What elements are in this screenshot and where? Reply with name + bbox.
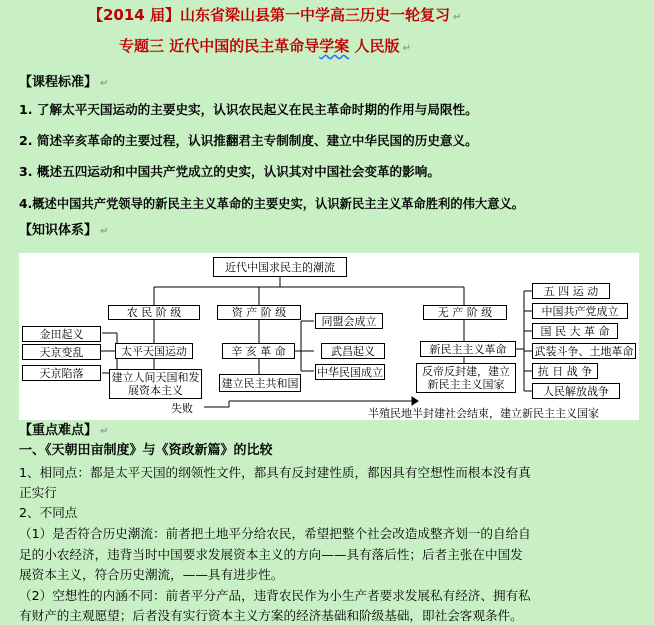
- paragraph-mark: ↵: [402, 43, 411, 54]
- box-roc-founded: 中华民国成立: [317, 365, 383, 379]
- box-liberation-war: 人民解放战争: [532, 383, 620, 399]
- box-national-revolution: 国 民 大 革 命: [532, 323, 618, 339]
- box-class-proletariat: 无 产 阶 级: [423, 305, 507, 320]
- box-event-jintian: 金田起义: [22, 326, 101, 342]
- standard-item-3: 3. 概述五四运动和中国共产党成立的史实，认识其对中国社会变革的影响。: [19, 164, 440, 179]
- box-top-trend: 近代中国求民主的潮流: [213, 257, 347, 277]
- course-standard-heading-text: 【课程标准】: [19, 75, 98, 90]
- box-xinhai-goal: 建立民主共和国: [219, 374, 301, 392]
- knowledge-diagram: [19, 253, 639, 420]
- paragraph-1-line1: 1、相同点：都是太平天国的纲领性文件，都具有反封建性质，都因具有空想性而根本没有真: [19, 465, 531, 480]
- standard-item-4: 4.概述中国共产党领导的新民主主义革命的主要史实，认识新民主主义革命胜利的伟大意义。: [19, 197, 525, 211]
- paragraph-4-line1: （2）空想性的内涵不同：前者平分产品，违背农民作为小生产者要求发展私有经济、拥有私: [19, 588, 531, 603]
- paragraph-mark: ↵: [100, 226, 109, 237]
- label-fail: 失败: [171, 402, 193, 415]
- paragraph-1-line2: 正实行: [19, 485, 57, 500]
- box-new-democratic-goal: 反帝反封建，建立新民主主义国家: [416, 363, 516, 393]
- standard-item-1: 1. 了解太平天国运动的主要史实，认识农民起义在民主革命时期的作用与局限性。: [19, 102, 478, 117]
- knowledge-heading-text: 【知识体系】: [19, 223, 98, 238]
- box-class-peasant: 农 民 阶 级: [108, 305, 200, 320]
- section-heading-knowledge: [19, 222, 108, 241]
- spellcheck-word: 学案: [319, 37, 350, 55]
- standard-item-2: 2. 简述辛亥革命的主要过程，认识推翻君主专制制度、建立中华民国的历史意义。: [19, 133, 478, 148]
- box-anti-japanese: 抗 日 战 争: [532, 363, 598, 379]
- doc-title-line1-text: 【2014 届】山东省梁山县第一中学高三历史一轮复习: [88, 6, 450, 24]
- paragraph-4-line2: 有财产的主观愿望；后者没有实行资本主义方案的经济基础和阶级基础，即社会客观条件。: [19, 608, 523, 623]
- key-points-subheading-1: 一、《天朝田亩制度》与《资政新篇》的比较: [19, 443, 273, 458]
- box-armed-struggle: 武装斗争、土地革命: [532, 343, 636, 359]
- box-new-democratic: 新民主主义革命: [420, 341, 516, 357]
- paragraph-3-line2: 足的小农经济，违背当时中国要求发展资本主义的方向——具有落后性；后者主张在中国发: [19, 547, 523, 562]
- doc-title-line2-text-a: 专题三 近代中国的民主革命导: [119, 37, 320, 55]
- paragraph-mark: ↵: [100, 426, 109, 437]
- box-may-fourth: 五 四 运 动: [532, 283, 610, 299]
- box-tongmenghui: 同盟会成立: [315, 313, 383, 329]
- doc-title-line1: [88, 6, 461, 27]
- box-wuchang: 武昌起义: [321, 343, 385, 359]
- paragraph-mark: ↵: [452, 12, 462, 23]
- paragraph-mark: ↵: [100, 78, 109, 89]
- paragraph-3-line3: 展资本主义，符合历史潮流，——具有进步性。: [19, 567, 284, 582]
- box-event-tianjing-fall: 天京陷落: [22, 365, 101, 381]
- box-ccp-founded: 中国共产党成立: [532, 303, 628, 319]
- box-class-bourgeois: 资 产 阶 级: [217, 305, 301, 320]
- paragraph-3-line1: （1）是否符合历史潮流：前者把土地平分给农民，希望把整个社会改造成整齐划一的自给自: [19, 526, 531, 541]
- box-xinhai: 辛 亥 革 命: [222, 343, 295, 359]
- box-taiping: 太平天国运动: [115, 343, 193, 359]
- doc-title-line2-text-c: 人民版: [349, 37, 400, 55]
- paragraph-2: 2、不同点: [19, 505, 78, 520]
- box-event-tianjing-bianluan: 天京变乱: [22, 344, 101, 360]
- box-taiping-goal: 建立人间天国和发展资本主义: [109, 369, 202, 399]
- key-points-heading-text: 【重点难点】: [19, 423, 98, 438]
- section-heading-course-standard: [19, 74, 108, 93]
- section-heading-key-points: [19, 422, 108, 441]
- doc-title-line2: [119, 37, 411, 58]
- label-result: 半殖民地半封建社会结束，建立新民主主义国家: [368, 407, 599, 420]
